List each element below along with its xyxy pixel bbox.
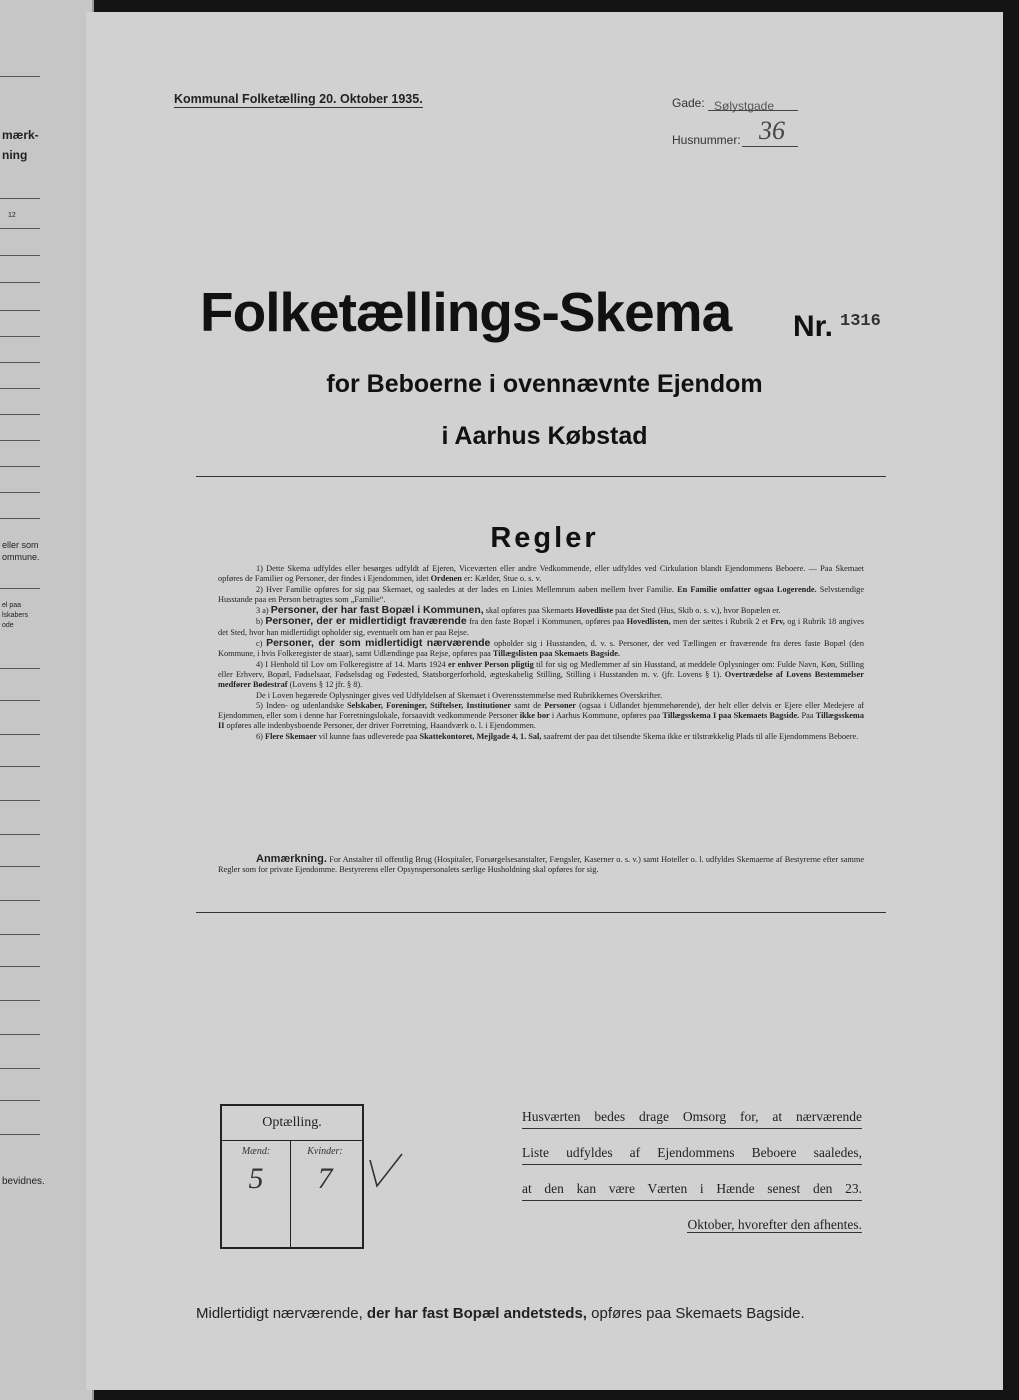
ruled-line xyxy=(0,440,40,441)
divider xyxy=(196,476,886,477)
form-number-stamp: 1316 xyxy=(840,312,881,331)
notice-line: at den kan være Værten i Hænde senest den 23. xyxy=(522,1178,862,1201)
ruled-line xyxy=(0,388,40,389)
ruled-line xyxy=(0,934,40,935)
ruled-line xyxy=(0,900,40,901)
ruled-line xyxy=(0,414,40,415)
ruled-line xyxy=(0,1068,40,1069)
rule-3b: b) Personer, der er midlertidigt fraværende fra den faste Bopæl i Kommunen, opføres paa Hovedlisten, men der sættes i Rubrik 2 et Frv, og i Rubrik 18 angives det Sted, hvor han midlertidigt opholder sig, eventuelt om han er paa Rejse. xyxy=(218,615,865,637)
rule-4: 4) I Henhold til Lov om Folkeregistre af 14. Marts 1924 er enhver Person pligtig til for sig og Medlemmer af sin Husstand, at meddele Oplysninger om: Fulde Navn, Køn, Stilling eller Erhverv, Bopæl, Fødselsaar, Fødselsdag og Fødested, Statsborgerforhold, ægteskabelig Stilling, Stilling i Husstanden m. v. (jfr. Lovens § 1). Overtrædelse af Lovens Bestemmelser medfører Bødestraf (Lovens § 12 jfr. § 8). xyxy=(218,659,865,690)
ruled-line xyxy=(0,336,40,337)
street-label: Gade: xyxy=(672,96,705,110)
ruled-line xyxy=(0,518,40,519)
rule-4b: De i Loven begærede Oplysninger gives ved Udfyldelsen af Skemaet i Overensstemmelse med Rubrikkernes Overskrifter. xyxy=(256,690,663,700)
ruled-line xyxy=(0,466,40,467)
remark-lead: Anmærkning. xyxy=(256,853,327,865)
census-form-page xyxy=(86,12,1003,1390)
fragment-text: ning xyxy=(2,148,28,162)
form-title: Folketællings-Skema xyxy=(200,281,732,343)
ruled-line xyxy=(0,966,40,967)
ruled-line xyxy=(0,492,40,493)
checkmark-icon xyxy=(368,1152,404,1192)
form-number-label: Nr. xyxy=(793,310,834,343)
fragment-text: el paa xyxy=(2,602,22,609)
fragment-text: bevidnes. xyxy=(2,1176,45,1187)
rule-5: 5) Inden- og udenlandske Selskaber, Foreninger, Stiftelser, Institutioner samt de Personer (ogsaa i Udlandet hjemmehørende), der helt eller delvis er Ejere eller Medejere af Ejendommen, eller som i denne har Forretningslokale, forsaavidt vedkommende Personer ikke bor i Aarhus Kommune, opføres paa Tillægsskema I paa Skemaets Bagside. Paa Tillægsskema II opføres alle indenbysboende Personer, der driver Forretning, Haandværk o. l. i Ejendommen. xyxy=(218,700,865,731)
women-count: 7 xyxy=(317,1162,333,1195)
fragment-text: ommune. xyxy=(2,552,40,562)
rules-heading: Regler xyxy=(490,522,599,554)
fragment-text: lskabers xyxy=(2,612,29,619)
ruled-line xyxy=(0,588,40,589)
rules-text xyxy=(218,564,864,742)
ruled-line xyxy=(0,1000,40,1001)
ruled-line xyxy=(0,734,40,735)
house-number-underline xyxy=(742,146,798,147)
back-page-fragment xyxy=(0,0,94,1400)
ruled-line xyxy=(0,766,40,767)
ruled-line xyxy=(0,668,40,669)
census-line: Kommunal Folketælling 20. Oktober 1935. xyxy=(174,92,423,106)
ruled-line xyxy=(0,198,40,199)
fragment-text: mærk- xyxy=(2,128,39,142)
notice-line: Liste udfyldes af Ejendommens Beboere saaledes, xyxy=(522,1142,862,1165)
fragment-text: 12 xyxy=(8,212,16,219)
ruled-line xyxy=(0,700,40,701)
notice-line: Husværten bedes drage Omsorg for, at nærværende xyxy=(522,1106,862,1129)
remark-note xyxy=(218,854,864,876)
divider xyxy=(196,912,886,913)
ruled-line xyxy=(0,1100,40,1101)
tally-title: Optælling. xyxy=(222,1106,362,1141)
ruled-line xyxy=(0,866,40,867)
men-count: 5 xyxy=(248,1162,264,1195)
ruled-line xyxy=(0,1034,40,1035)
rule-6: 6) Flere Skemaer vil kunne faas udleverede paa Skattekontoret, Mejlgade 4, 1. Sal, saafremt der paa det tilsendte Skema ikke er tilstrækkelig Plads til alle Ejendommens Beboere. xyxy=(256,731,859,741)
men-label: Mænd: xyxy=(241,1146,271,1157)
tally-box xyxy=(220,1104,364,1249)
form-subtitle-city: i Aarhus Købstad xyxy=(441,422,648,450)
ruled-line xyxy=(0,255,40,256)
house-number-label: Husnummer: xyxy=(672,133,741,147)
house-number-value: 36 xyxy=(759,116,785,145)
ruled-line xyxy=(0,1134,40,1135)
fragment-text: eller som xyxy=(2,540,39,550)
rule-1: 1) Dette Skema udfyldes eller besørges udfyldt af Ejeren, Viceværten eller andre Vedkommende, eller udfyldes ved Cirkulation blandt Ejendommens Beboere. — Paa Skemaet opføres de Familier og Personer, der findes i Ejendommen, idet Ordenen er: Kælder, Stue o. s. v. xyxy=(218,564,864,584)
fragment-text: ode xyxy=(2,622,14,629)
women-label: Kvinder: xyxy=(307,1146,343,1157)
street-value: Sølystgade xyxy=(714,99,775,113)
form-subtitle: for Beboerne i ovennævnte Ejendom xyxy=(326,370,763,398)
rule-2: 2) Hver Familie opføres for sig paa Skemaet, og saaledes at der lades en Linies Mellemrum aaben mellem hver Familie. En Familie omfatter ogsaa Logerende. Selvstændige Husstande paa en Person betragtes som „Familie“. xyxy=(218,584,865,604)
ruled-line xyxy=(0,282,40,283)
remark-text: For Anstalter til offentlig Brug (Hospitaler, Forsørgelsesanstalter, Fængsler, Kaserner o. s. v.) samt Hoteller o. l. udfyldes Skemaerne af Bestyrerne efter samme Regler som for private Ejendomme. Bestyrerens eller Opsynspersonalets særlige Husholdning skal opføres for sig. xyxy=(218,855,864,875)
footer-note: Midlertidigt nærværende, der har fast Bopæl andetsteds, opføres paa Skemaets Bagside. xyxy=(196,1305,805,1322)
ruled-line xyxy=(0,310,40,311)
ruled-line xyxy=(0,800,40,801)
ruled-line xyxy=(0,834,40,835)
rule-3a: 3 a) Personer, der har fast Bopæl i Kommunen, skal opføres paa Skemaets Hovedliste paa det Sted (Hus, Skib o. s. v.), hvor Bopælen er. xyxy=(256,604,781,617)
landlord-notice xyxy=(522,1106,862,1249)
ruled-line xyxy=(0,362,40,363)
notice-line: Oktober, hvorefter den afhentes. xyxy=(687,1217,862,1232)
rule-3c: c) Personer, der som midlertidigt nærværende opholder sig i Husstanden, d. v. s. Personer, der ved Tællingen er fraværende fra deres faste Bopæl (den Kommune, i hvis Folkeregister de staar), samt Udlændinge paa Rejse, opføres paa Tillægslisten paa Skemaets Bagside. xyxy=(218,637,865,659)
ruled-line xyxy=(0,228,40,229)
ruled-line xyxy=(0,76,40,77)
